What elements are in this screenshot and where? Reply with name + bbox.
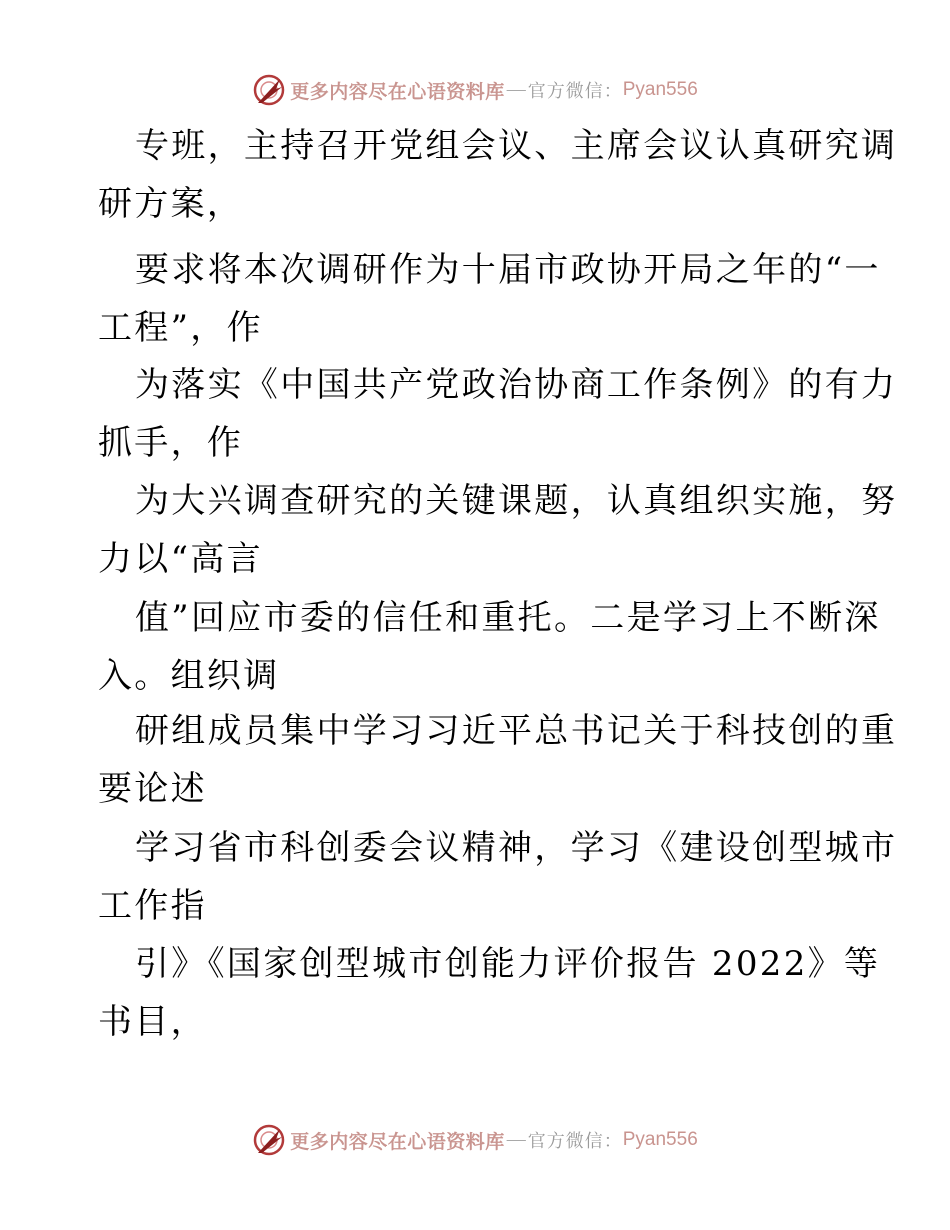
watermark-tagline: 更多内容尽在心语资料库 [290, 1130, 505, 1153]
paragraph-line: 工作指 [98, 886, 207, 926]
watermark-contact-id: Pyan556 [622, 1129, 698, 1150]
paragraph-line: 为落实《中国共产党政治协商工作条例》的有力 [135, 365, 898, 405]
paragraph-line: 工程”，作 [98, 308, 263, 348]
watermark-separator: — [506, 1129, 526, 1150]
paragraph-line: 要论述 [98, 769, 207, 809]
paragraph-line: 引》《国家创型城市创能力评价报告 2022》等 [135, 944, 881, 984]
paragraph-line: 研组成员集中学习习近平总书记关于科技创的重 [135, 711, 898, 751]
paragraph-line: 为大兴调查研究的关键课题，认真组织实施，努 [135, 481, 898, 521]
paragraph-line: 学习省市科创委会议精神，学习《建设创型城市 [135, 828, 898, 868]
header-watermark [0, 70, 950, 110]
watermark-contact-label: 官方微信： [527, 81, 623, 102]
paragraph-line: 值”回应市委的信任和重托。二是学习上不断深 [135, 598, 881, 638]
quill-logo-icon [252, 1123, 286, 1157]
paragraph-line: 入。组织调 [98, 656, 280, 696]
footer-watermark [0, 1120, 950, 1160]
paragraph-line: 要求将本次调研作为十届市政协开局之年的“一 [135, 250, 881, 290]
watermark-separator: — [506, 79, 526, 100]
quill-logo-icon [252, 73, 286, 107]
watermark-contact-label: 官方微信： [527, 1131, 623, 1152]
paragraph-line: 抓手，作 [98, 423, 244, 463]
paragraph-line: 书目， [98, 1002, 207, 1042]
paragraph-line: 专班，主持召开党组会议、主席会议认真研究调 [135, 126, 898, 166]
watermark-contact-id: Pyan556 [622, 79, 698, 100]
paragraph-line: 研方案， [98, 184, 244, 224]
paragraph-line: 力以“高言 [98, 539, 263, 579]
watermark-tagline: 更多内容尽在心语资料库 [290, 80, 505, 103]
